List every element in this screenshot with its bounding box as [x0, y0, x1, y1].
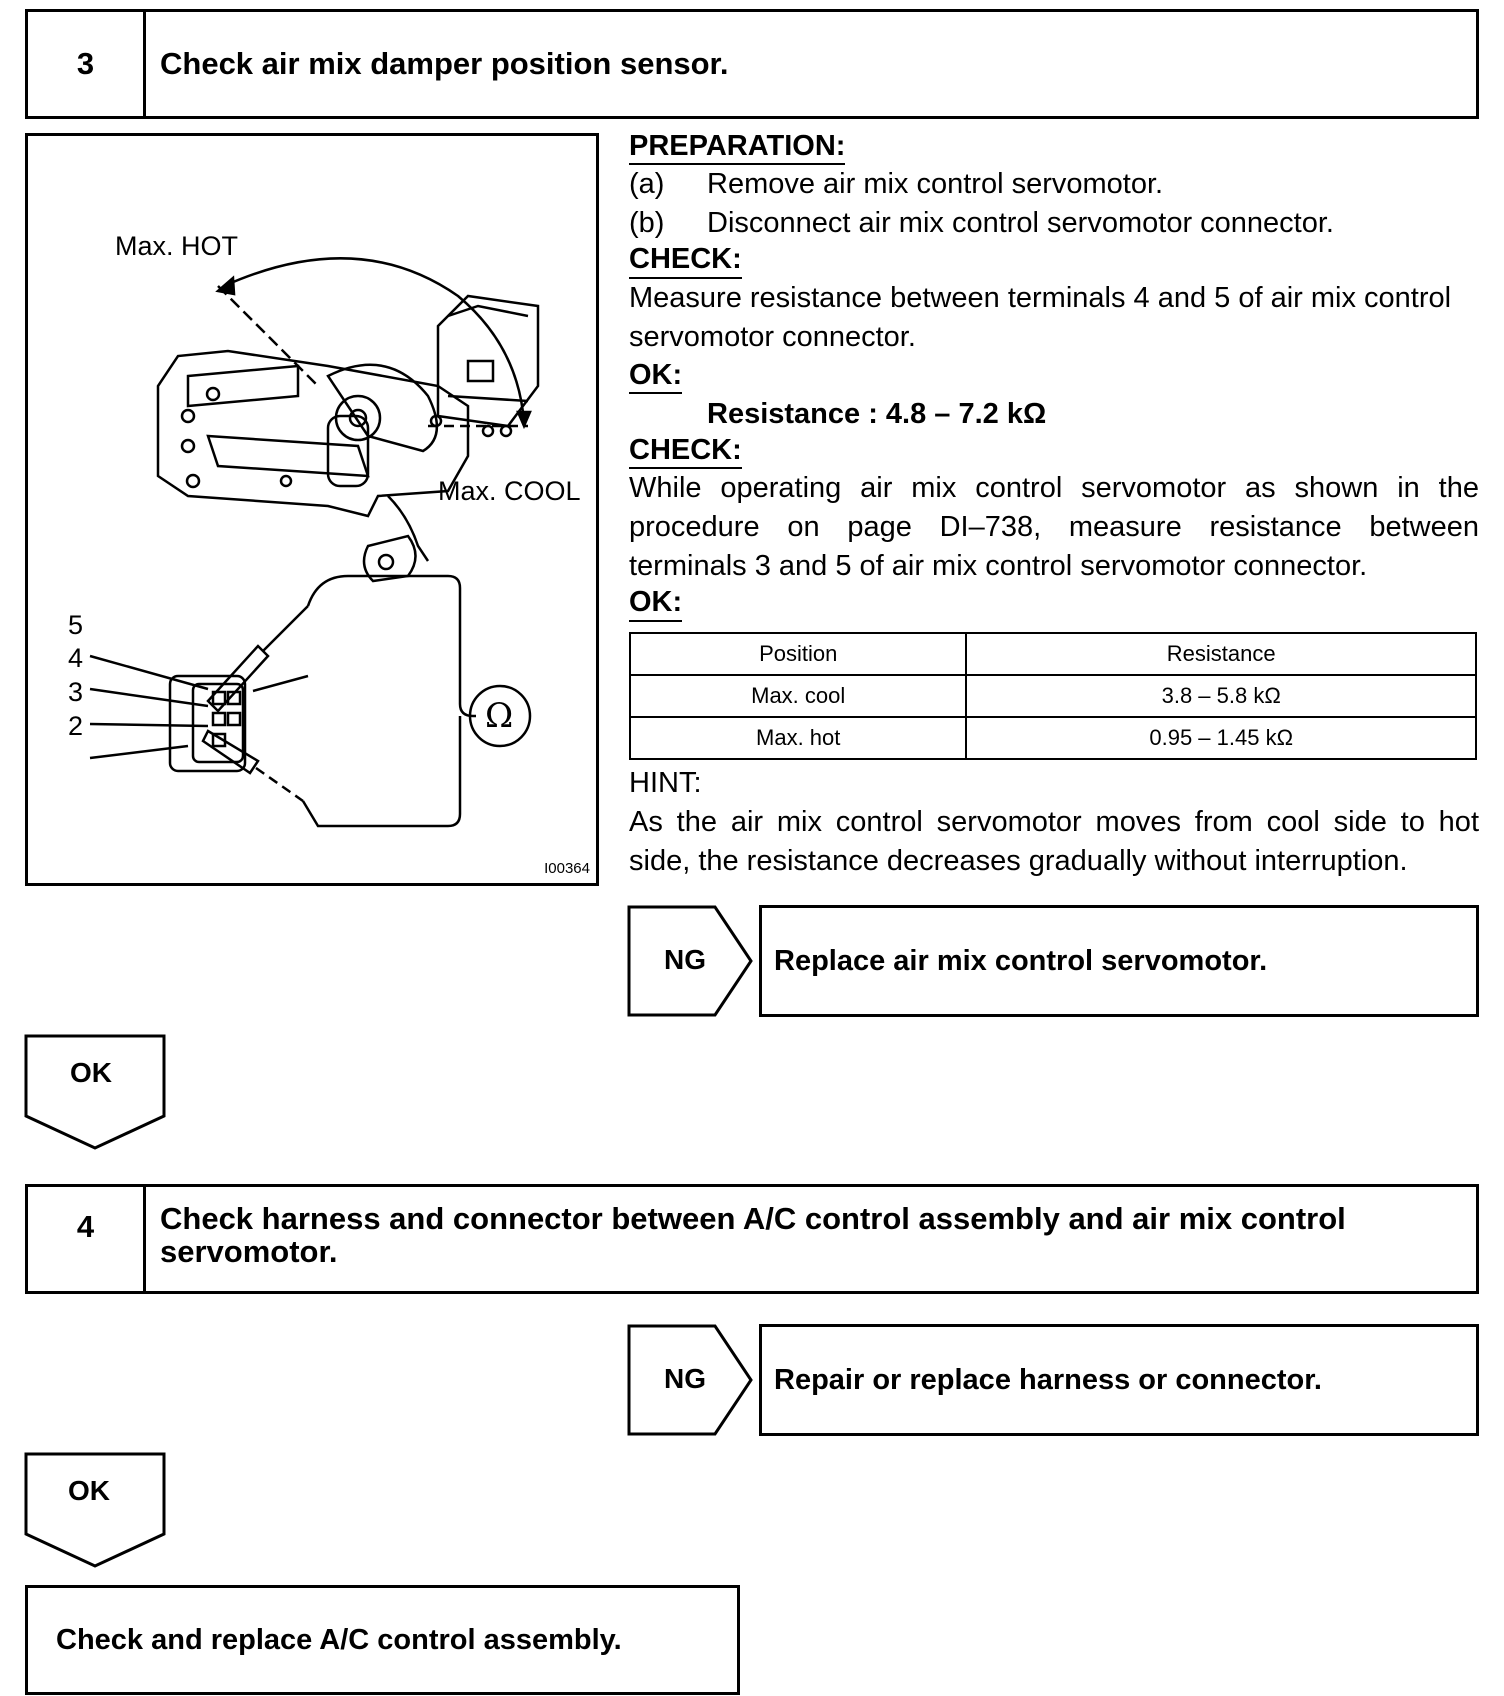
terminal-2: 2 — [68, 711, 84, 741]
resistance-table — [629, 632, 1477, 760]
ng-action-text: Replace air mix control servomotor. — [774, 944, 1268, 977]
label-max-cool: Max. COOL — [438, 476, 581, 506]
ng-label: NG — [664, 944, 706, 975]
table-cell: 3.8 – 5.8 kΩ — [966, 675, 1476, 717]
terminal-4: 4 — [68, 643, 84, 673]
ng-label: NG — [664, 1363, 706, 1394]
table-row — [630, 675, 1476, 717]
ng-action-box — [759, 905, 1479, 1017]
ok-arrow-shape — [24, 1452, 168, 1570]
table-header: Resistance — [966, 633, 1476, 675]
terminal-5: 5 — [68, 610, 84, 640]
table-header-row — [630, 633, 1476, 675]
table-row — [630, 717, 1476, 759]
ng-action-box — [759, 1324, 1479, 1436]
ok-label: OK — [68, 1475, 110, 1506]
check-2-text: While operating air mix control servomotor as shown in the procedure on page DI–738, measure resistance between terminals 3 and 5 of air mix control servomotor connector. — [629, 472, 1479, 583]
terminal-3: 3 — [68, 677, 84, 707]
figure-id: I00364 — [544, 860, 590, 877]
label-max-hot: Max. HOT — [115, 231, 239, 261]
hint-label: HINT: — [629, 766, 702, 799]
sensor-diagram — [28, 136, 596, 883]
prep-item-b: (b) Disconnect air mix control servomotor connector. — [629, 207, 1334, 240]
table-header: Position — [630, 633, 966, 675]
sensor-figure — [25, 133, 599, 886]
step-number: 3 — [28, 12, 146, 116]
final-action-box — [25, 1585, 740, 1695]
prep-item-a: (a) Remove air mix control servomotor. — [629, 168, 1164, 201]
step-3-header — [25, 9, 1479, 119]
table-cell: Max. cool — [630, 675, 966, 717]
ok-label: OK: — [629, 359, 682, 394]
ok-label-2: OK: — [629, 586, 682, 621]
table-cell: 0.95 – 1.45 kΩ — [966, 717, 1476, 759]
ok-label: OK — [70, 1057, 112, 1088]
check-label-2: CHECK: — [629, 434, 742, 469]
step-number: 4 — [28, 1187, 146, 1291]
ohm-symbol: Ω — [485, 696, 514, 736]
step-3-instructions — [629, 130, 1479, 881]
ok-arrow-shape — [24, 1034, 168, 1152]
check-1-text: Measure resistance between terminals 4 and 5 of air mix control servomotor connector. — [629, 281, 1452, 353]
table-cell: Max. hot — [630, 717, 966, 759]
final-action-text: Check and replace A/C control assembly. — [56, 1623, 622, 1656]
resistance-spec: Resistance : 4.8 – 7.2 kΩ — [707, 398, 1047, 431]
step-4-header — [25, 1184, 1479, 1294]
hint-text: As the air mix control servomotor moves from cool side to hot side, the resistance decreases gradually without interruption. — [629, 805, 1479, 877]
preparation-label: PREPARATION: — [629, 130, 845, 165]
ng-action-text: Repair or replace harness or connector. — [774, 1363, 1322, 1396]
step-title: Check harness and connector between A/C control assembly and air mix control servomotor. — [160, 1201, 1346, 1269]
check-label: CHECK: — [629, 243, 742, 278]
step-title: Check air mix damper position sensor. — [160, 45, 729, 81]
